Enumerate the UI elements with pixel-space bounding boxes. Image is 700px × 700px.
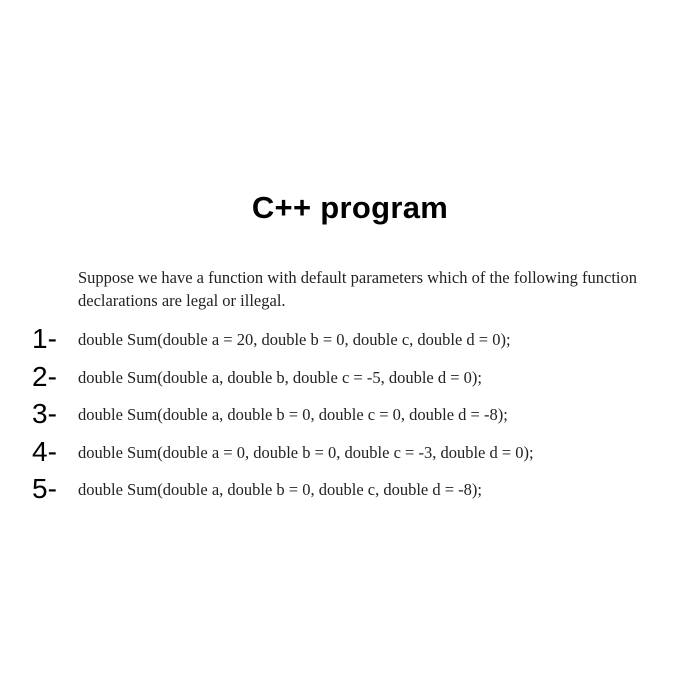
list-item — [0, 435, 700, 473]
page-title: C++ program — [251, 190, 449, 225]
item-number: 4- — [32, 435, 57, 467]
item-number: 3- — [32, 398, 57, 429]
function-declaration: double Sum(double a = 20, double b = 0, double c, double d = 0); — [78, 330, 511, 349]
function-declaration: double Sum(double a, double b = 0, double c, double d = -8); — [78, 480, 483, 499]
list-item — [0, 322, 700, 360]
item-number: 2- — [32, 360, 57, 392]
list-item — [0, 360, 700, 398]
item-number: 1- — [32, 323, 57, 354]
item-number: 5- — [32, 473, 57, 504]
list-item — [0, 472, 700, 510]
list-item — [0, 397, 700, 435]
declaration-list — [0, 322, 700, 510]
function-declaration: double Sum(double a = 0, double b = 0, double c = -3, double d = 0); — [78, 442, 534, 462]
function-declaration: double Sum(double a, double b = 0, double c = 0, double d = -8); — [78, 405, 508, 424]
function-declaration: double Sum(double a, double b, double c = -5, double d = 0); — [78, 367, 483, 387]
question-text: Suppose we have a function with default parameters which of the following function declarations are legal or illegal. — [78, 268, 638, 310]
